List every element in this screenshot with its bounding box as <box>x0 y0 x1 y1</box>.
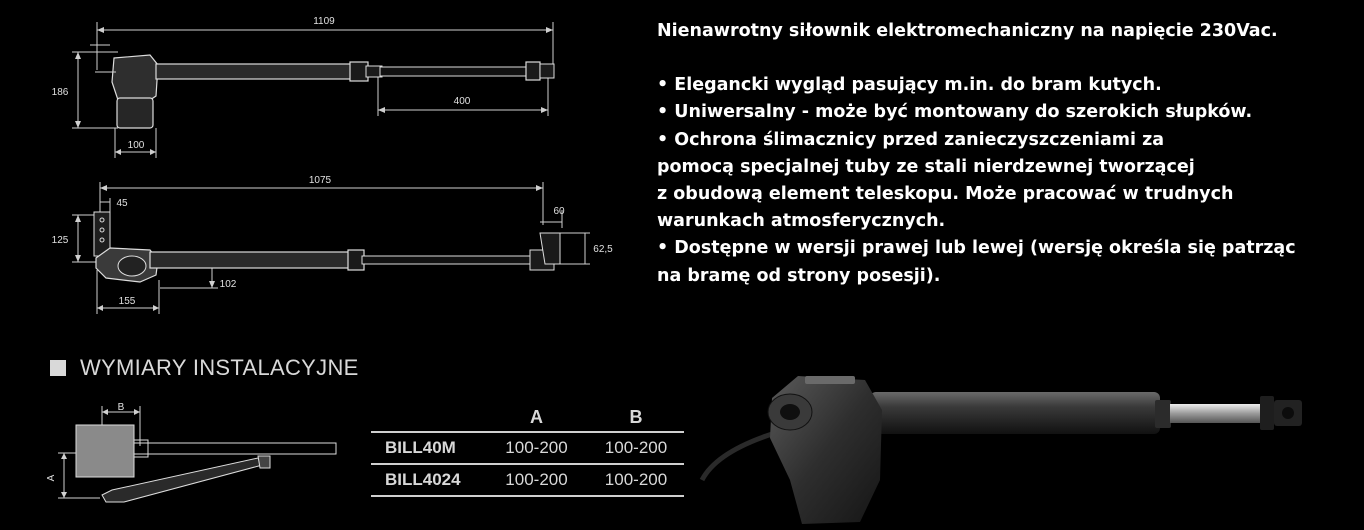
dim-rear-height: 62,5 <box>593 244 613 255</box>
square-bullet-icon <box>50 360 66 376</box>
cell-a: 100-200 <box>485 464 588 496</box>
product-description <box>657 18 1357 290</box>
cell-b: 100-200 <box>588 432 684 464</box>
cell-model: BILL40M <box>371 432 485 464</box>
dim-overall-top: 1109 <box>313 16 335 27</box>
dim-bracket-offset: 45 <box>116 198 128 209</box>
description-line: • Ochrona ślimacznicy przed zanieczyszczeniami za <box>657 129 1165 150</box>
description-line: warunkach atmosferycznych. <box>657 211 946 232</box>
description-heading: Nienawrotny siłownik elektromechaniczny na napięcie 230Vac. <box>657 21 1278 41</box>
section-title: WYMIARY INSTALACYJNE <box>80 355 359 380</box>
installation-diagram <box>40 398 360 510</box>
installation-table <box>371 403 684 497</box>
top-dimension-drawing <box>0 0 640 170</box>
label-a: A <box>46 474 57 482</box>
bottom-dimension-drawing <box>0 170 640 320</box>
dim-height-top: 186 <box>51 87 69 98</box>
dim-base-width: 155 <box>118 296 136 307</box>
description-line: na bramę od strony posesji). <box>657 265 941 286</box>
product-photo <box>690 360 1320 530</box>
description-line: • Elegancki wygląd pasujący m.in. do bram kutych. <box>657 75 1162 96</box>
header-a: A <box>530 406 543 427</box>
description-line: • Dostępne w wersji prawej lub lewej (wersję określa się patrząc <box>657 238 1296 259</box>
section-header <box>50 355 359 381</box>
label-b: B <box>117 402 125 413</box>
header-b: B <box>629 406 643 427</box>
cell-a: 100-200 <box>485 432 588 464</box>
table-row <box>371 464 684 496</box>
description-line: pomocą specjalnej tuby ze stali nierdzewnej tworzącej <box>657 156 1195 177</box>
dim-stroke: 400 <box>453 96 471 107</box>
dim-rear-offset: 60 <box>553 206 565 217</box>
description-line: z obudową element teleskopu. Może pracować w trudnych <box>657 184 1234 205</box>
table-header-row <box>371 403 684 432</box>
table-row <box>371 432 684 464</box>
description-line: • Uniwersalny - może być montowany do szerokich słupków. <box>657 102 1253 123</box>
cell-model: BILL4024 <box>371 464 485 496</box>
header-model <box>371 403 485 432</box>
cell-b: 100-200 <box>588 464 684 496</box>
dim-overall-bottom: 1075 <box>308 175 332 186</box>
dim-motor-width: 100 <box>127 140 145 151</box>
dim-height-bottom: 125 <box>51 235 69 246</box>
dim-arm-height: 102 <box>219 279 237 290</box>
